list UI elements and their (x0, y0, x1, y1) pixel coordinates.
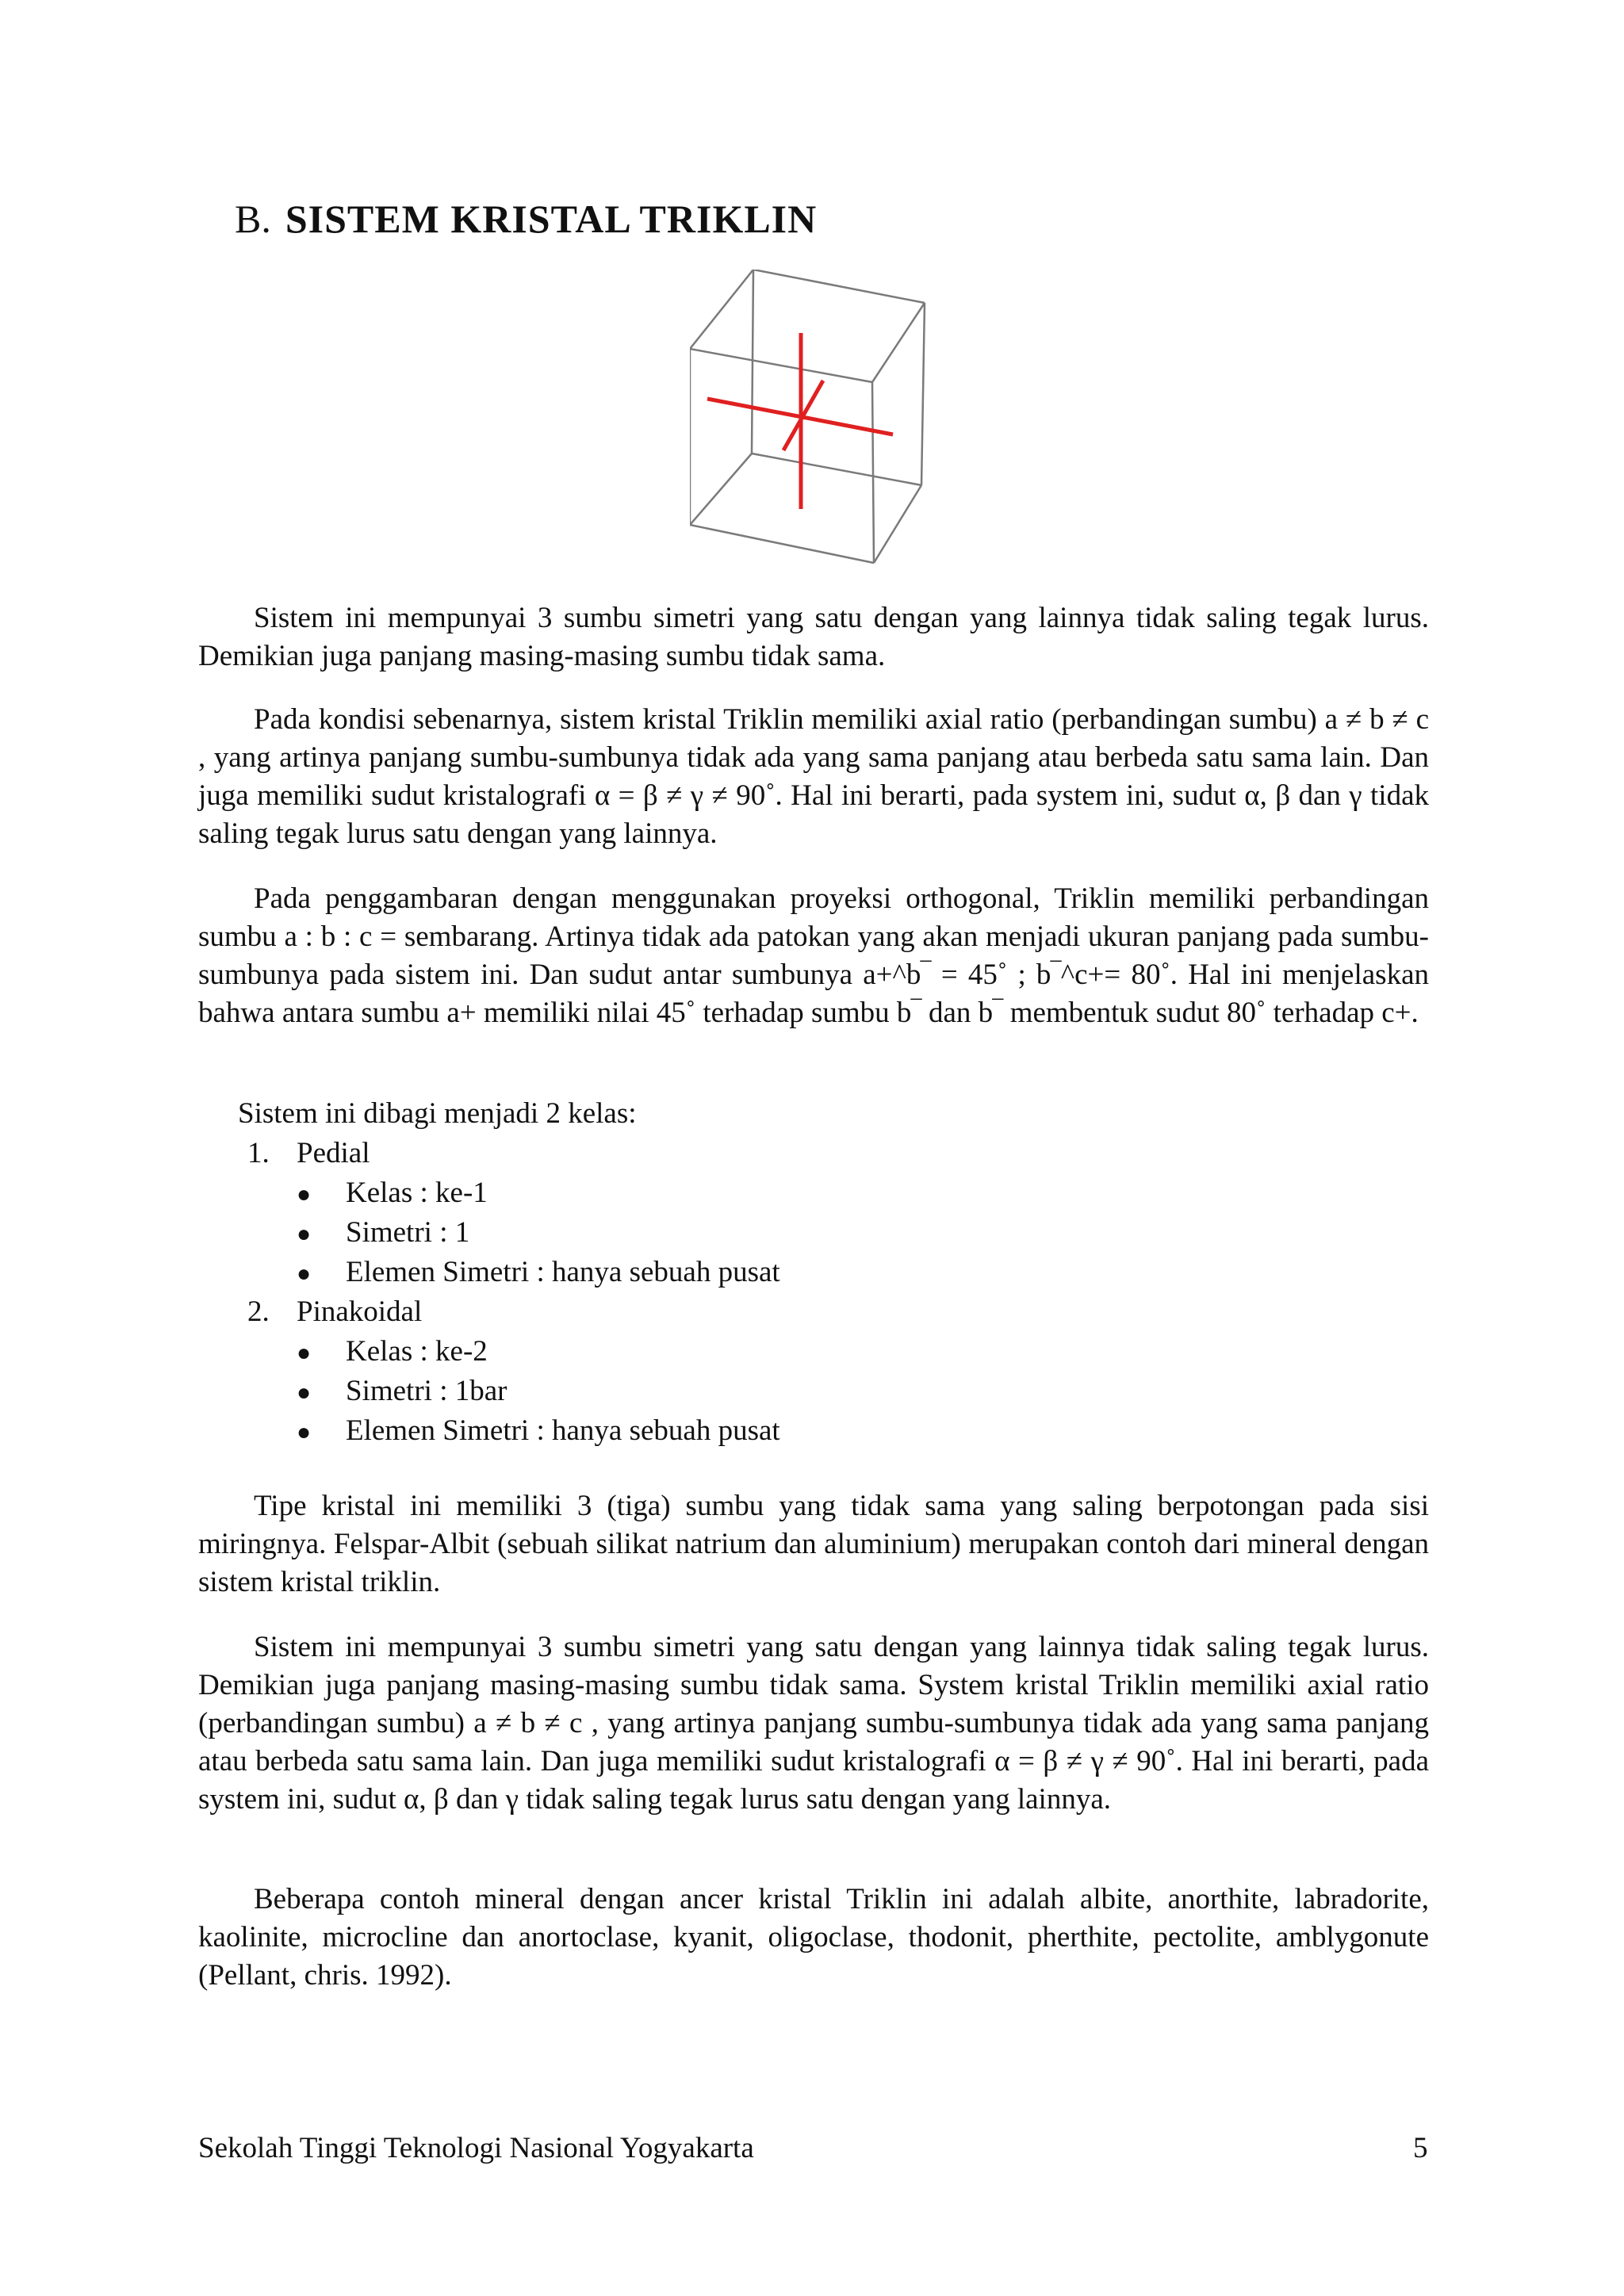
paragraph-3: Pada penggambaran dengan menggunakan proyeksi orthogonal, Triklin memiliki perbandingan sumbu a : b : c = sembarang. Artinya tidak ada patokan yang akan menjadi ukuran panjang pada sumbu-sumbunya pada sistem ini. Dan sudut antar sumbunya a+^b‾ = 45˚ ; b‾^c+= 80˚. Hal ini menjelaskan bahwa antara sumbu a+ memiliki nilai 45˚ terhadap sumbu b‾ dan b‾ membentuk sudut 80˚ terhadap c+. (198, 882, 1429, 1029)
crystal-edge (753, 270, 925, 303)
crystal-edge (752, 453, 921, 485)
crystal-edge (921, 303, 925, 485)
footer-institution: Sekolah Tinggi Teknologi Nasional Yogyakarta (198, 2132, 754, 2164)
paragraph-4: Tipe kristal ini memiliki 3 (tiga) sumbu yang tidak sama yang saling berpotongan pada sisi miringnya. Felspar-Albit (sebuah silikat natrium dan aluminium) merupakan contoh dari mineral dengan sistem kristal triklin. (198, 1490, 1429, 1598)
crystal-edge (690, 453, 752, 525)
list-item: ● Kelas : ke-1 (297, 1177, 488, 1209)
page-number: 5 (1413, 2132, 1428, 2164)
section-heading (235, 195, 817, 243)
section-title: SISTEM KRISTAL TRIKLIN (285, 197, 818, 241)
paragraph-5: Sistem ini mempunyai 3 sumbu simetri yang satu dengan yang lainnya tidak saling tegak lurus. Demikian juga panjang masing-masing sumbu tidak sama. System kristal Triklin memiliki axial ratio (perbandingan sumbu) a ≠ b ≠ c , yang artinya panjang sumbu-sumbunya tidak ada yang sama panjang atau berbeda satu sama lain. Dan juga memiliki sudut kristalografi α = β ≠ γ ≠ 90˚. Hal ini berarti, pada system ini, sudut α, β dan γ tidak saling tegak lurus satu dengan yang lainnya. (198, 1631, 1429, 1816)
list-item: ● Simetri : 1 (297, 1216, 470, 1249)
class-list-intro: Sistem ini dibagi menjadi 2 kelas: (238, 1097, 637, 1130)
crystal-edge (690, 525, 874, 563)
crystal-edge (872, 382, 874, 563)
crystal-edge (690, 349, 872, 382)
list-item: ● Simetri : 1bar (297, 1375, 508, 1407)
crystal-edge (872, 303, 925, 382)
list-item: ● Elemen Simetri : hanya sebuah pusat (297, 1256, 780, 1288)
triclinic-crystal-figure (690, 270, 944, 579)
crystal-edge (690, 270, 753, 349)
paragraph-2: Pada kondisi sebenarnya, sistem kristal Triklin memiliki axial ratio (perbandingan sumbu) a ≠ b ≠ c , yang artinya panjang sumbu-sumbunya tidak ada yang sama panjang atau berbeda satu sama lain. Dan juga memiliki sudut kristalografi α = β ≠ γ ≠ 90˚. Hal ini berarti, pada system ini, sudut α, β dan γ tidak saling tegak lurus satu dengan yang lainnya. (198, 703, 1429, 850)
paragraph-1: Sistem ini mempunyai 3 sumbu simetri yang satu dengan yang lainnya tidak saling tegak lurus. Demikian juga panjang masing-masing sumbu tidak sama. (198, 602, 1429, 672)
crystal-edge (752, 270, 753, 453)
class-item-pinakoidal: 2. Pinakoidal (247, 1295, 423, 1328)
section-number: B. (235, 197, 271, 241)
paragraph-6: Beberapa contoh mineral dengan ancer kristal Triklin ini adalah albite, anorthite, labradorite, kaolinite, microcline dan anortoclase, kyanit, oligoclase, thodonit, pherthite, pectolite, amblygonute (Pellant, chris. 1992). (198, 1883, 1429, 1992)
list-item: ● Kelas : ke-2 (297, 1335, 488, 1368)
crystal-edge (874, 485, 921, 563)
class-item-pedial: 1. Pedial (247, 1137, 370, 1169)
list-item: ● Elemen Simetri : hanya sebuah pusat (297, 1414, 780, 1447)
